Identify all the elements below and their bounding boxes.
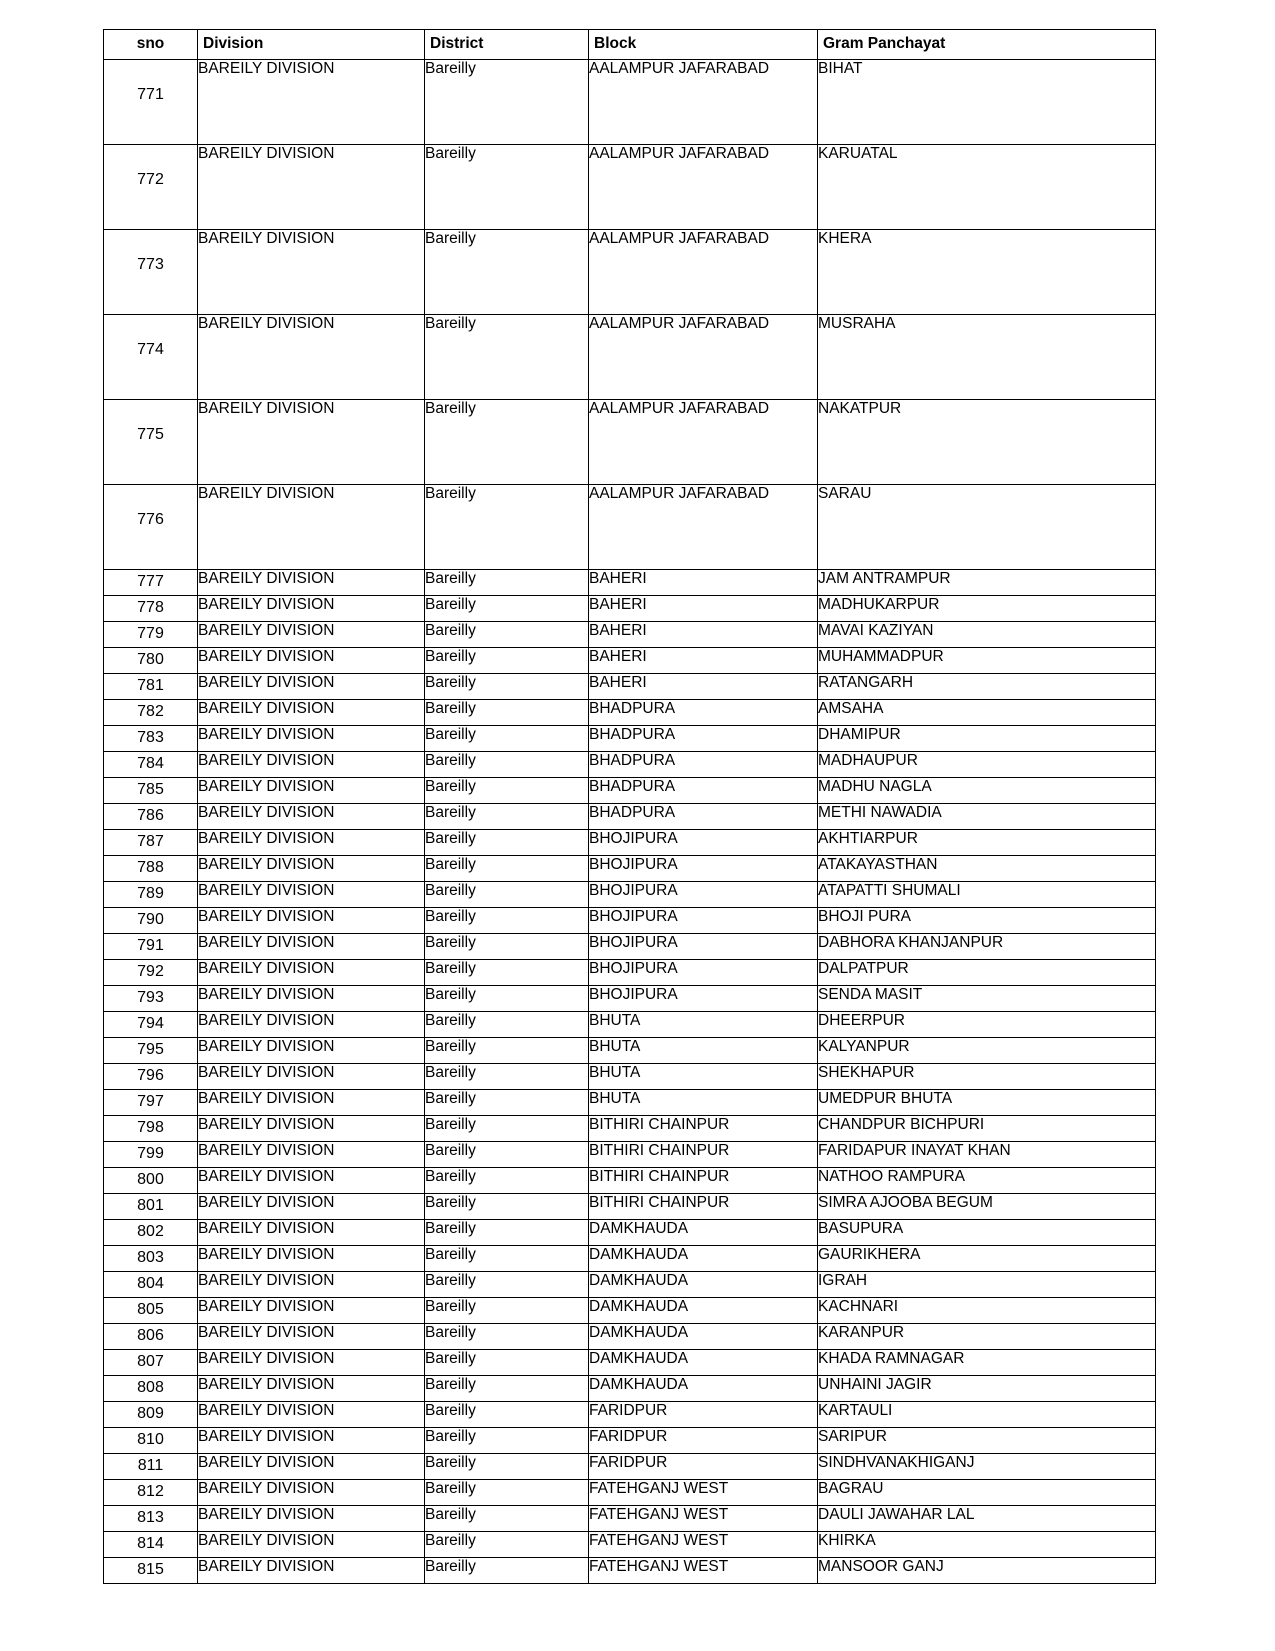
cell-division: BAREILY DIVISION: [198, 485, 425, 570]
cell-block: FATEHGANJ WEST: [589, 1480, 818, 1506]
cell-district: Bareilly: [425, 622, 589, 648]
cell-sno: 777: [104, 570, 198, 596]
cell-district: Bareilly: [425, 1532, 589, 1558]
cell-district: Bareilly: [425, 1298, 589, 1324]
cell-district: Bareilly: [425, 1116, 589, 1142]
cell-gram-panchayat: ATAKAYASTHAN: [818, 856, 1156, 882]
cell-sno: 800: [104, 1168, 198, 1194]
cell-division: BAREILY DIVISION: [198, 1116, 425, 1142]
cell-division: BAREILY DIVISION: [198, 1428, 425, 1454]
cell-district: Bareilly: [425, 60, 589, 145]
cell-division: BAREILY DIVISION: [198, 1402, 425, 1428]
cell-division: BAREILY DIVISION: [198, 1506, 425, 1532]
cell-block: FARIDPUR: [589, 1402, 818, 1428]
cell-division: BAREILY DIVISION: [198, 1324, 425, 1350]
cell-division: BAREILY DIVISION: [198, 1350, 425, 1376]
cell-gram-panchayat: DHAMIPUR: [818, 726, 1156, 752]
table-row: [104, 1454, 1156, 1480]
cell-block: BHADPURA: [589, 778, 818, 804]
cell-sno: 793: [104, 986, 198, 1012]
cell-sno: 791: [104, 934, 198, 960]
cell-sno: 802: [104, 1220, 198, 1246]
cell-sno: 774: [104, 315, 198, 400]
cell-block: AALAMPUR JAFARABAD: [589, 315, 818, 400]
cell-gram-panchayat: AMSAHA: [818, 700, 1156, 726]
cell-gram-panchayat: NATHOO RAMPURA: [818, 1168, 1156, 1194]
cell-block: AALAMPUR JAFARABAD: [589, 485, 818, 570]
cell-division: BAREILY DIVISION: [198, 700, 425, 726]
table-row: [104, 1532, 1156, 1558]
cell-district: Bareilly: [425, 830, 589, 856]
table-row: [104, 1506, 1156, 1532]
cell-district: Bareilly: [425, 315, 589, 400]
cell-division: BAREILY DIVISION: [198, 648, 425, 674]
cell-gram-panchayat: ATAPATTI SHUMALI: [818, 882, 1156, 908]
cell-block: BAHERI: [589, 596, 818, 622]
cell-division: BAREILY DIVISION: [198, 1480, 425, 1506]
table-row: [104, 986, 1156, 1012]
cell-sno: 796: [104, 1064, 198, 1090]
cell-gram-panchayat: MADHAUPUR: [818, 752, 1156, 778]
cell-district: Bareilly: [425, 934, 589, 960]
cell-district: Bareilly: [425, 882, 589, 908]
cell-block: BHOJIPURA: [589, 934, 818, 960]
cell-district: Bareilly: [425, 674, 589, 700]
cell-block: FARIDPUR: [589, 1454, 818, 1480]
cell-gram-panchayat: NAKATPUR: [818, 400, 1156, 485]
cell-sno: 781: [104, 674, 198, 700]
cell-sno: 798: [104, 1116, 198, 1142]
cell-district: Bareilly: [425, 1506, 589, 1532]
cell-sno: 785: [104, 778, 198, 804]
table-row: [104, 596, 1156, 622]
cell-sno: 783: [104, 726, 198, 752]
table-row: [104, 1246, 1156, 1272]
table-row: [104, 804, 1156, 830]
cell-division: BAREILY DIVISION: [198, 1142, 425, 1168]
table-row: [104, 1428, 1156, 1454]
table-row: [104, 830, 1156, 856]
cell-sno: 815: [104, 1558, 198, 1584]
column-header-gram-panchayat: Gram Panchayat: [818, 30, 1156, 60]
cell-block: BHADPURA: [589, 804, 818, 830]
cell-division: BAREILY DIVISION: [198, 1532, 425, 1558]
cell-district: Bareilly: [425, 1220, 589, 1246]
cell-gram-panchayat: MAVAI KAZIYAN: [818, 622, 1156, 648]
column-header-division: Division: [198, 30, 425, 60]
cell-gram-panchayat: KACHNARI: [818, 1298, 1156, 1324]
table-row: [104, 726, 1156, 752]
cell-division: BAREILY DIVISION: [198, 1090, 425, 1116]
table-row: [104, 1402, 1156, 1428]
cell-division: BAREILY DIVISION: [198, 145, 425, 230]
table-row: [104, 145, 1156, 230]
cell-division: BAREILY DIVISION: [198, 315, 425, 400]
cell-sno: 772: [104, 145, 198, 230]
cell-division: BAREILY DIVISION: [198, 934, 425, 960]
cell-sno: 775: [104, 400, 198, 485]
table-row: [104, 622, 1156, 648]
table-row: [104, 485, 1156, 570]
table-row: [104, 1480, 1156, 1506]
table-row: [104, 882, 1156, 908]
table-row: [104, 1038, 1156, 1064]
cell-division: BAREILY DIVISION: [198, 726, 425, 752]
cell-sno: 776: [104, 485, 198, 570]
table-row: [104, 960, 1156, 986]
cell-division: BAREILY DIVISION: [198, 908, 425, 934]
cell-gram-panchayat: IGRAH: [818, 1272, 1156, 1298]
cell-division: BAREILY DIVISION: [198, 230, 425, 315]
cell-gram-panchayat: MADHU NAGLA: [818, 778, 1156, 804]
cell-block: FATEHGANJ WEST: [589, 1532, 818, 1558]
cell-division: BAREILY DIVISION: [198, 1246, 425, 1272]
cell-block: BHADPURA: [589, 700, 818, 726]
cell-block: BITHIRI CHAINPUR: [589, 1194, 818, 1220]
cell-gram-panchayat: CHANDPUR BICHPURI: [818, 1116, 1156, 1142]
column-header-block: Block: [589, 30, 818, 60]
cell-gram-panchayat: SENDA MASIT: [818, 986, 1156, 1012]
cell-sno: 813: [104, 1506, 198, 1532]
table-row: [104, 1558, 1156, 1584]
cell-district: Bareilly: [425, 700, 589, 726]
cell-sno: 787: [104, 830, 198, 856]
cell-division: BAREILY DIVISION: [198, 1038, 425, 1064]
cell-sno: 789: [104, 882, 198, 908]
cell-gram-panchayat: KARTAULI: [818, 1402, 1156, 1428]
cell-gram-panchayat: SHEKHAPUR: [818, 1064, 1156, 1090]
cell-district: Bareilly: [425, 1064, 589, 1090]
cell-gram-panchayat: UNHAINI JAGIR: [818, 1376, 1156, 1402]
cell-block: BHUTA: [589, 1038, 818, 1064]
cell-district: Bareilly: [425, 1272, 589, 1298]
table-row: [104, 1298, 1156, 1324]
cell-gram-panchayat: BAGRAU: [818, 1480, 1156, 1506]
cell-gram-panchayat: KALYANPUR: [818, 1038, 1156, 1064]
cell-sno: 810: [104, 1428, 198, 1454]
cell-sno: 801: [104, 1194, 198, 1220]
cell-gram-panchayat: MUHAMMADPUR: [818, 648, 1156, 674]
cell-sno: 807: [104, 1350, 198, 1376]
cell-sno: 795: [104, 1038, 198, 1064]
cell-block: FARIDPUR: [589, 1428, 818, 1454]
cell-division: BAREILY DIVISION: [198, 804, 425, 830]
cell-block: DAMKHAUDA: [589, 1272, 818, 1298]
cell-block: FATEHGANJ WEST: [589, 1506, 818, 1532]
cell-district: Bareilly: [425, 1246, 589, 1272]
cell-block: BAHERI: [589, 674, 818, 700]
cell-gram-panchayat: AKHTIARPUR: [818, 830, 1156, 856]
table-row: [104, 1012, 1156, 1038]
cell-sno: 812: [104, 1480, 198, 1506]
cell-block: BAHERI: [589, 622, 818, 648]
cell-sno: 790: [104, 908, 198, 934]
cell-sno: 804: [104, 1272, 198, 1298]
cell-district: Bareilly: [425, 1142, 589, 1168]
cell-division: BAREILY DIVISION: [198, 752, 425, 778]
cell-sno: 792: [104, 960, 198, 986]
cell-gram-panchayat: GAURIKHERA: [818, 1246, 1156, 1272]
table-body: [104, 60, 1156, 1584]
cell-division: BAREILY DIVISION: [198, 1220, 425, 1246]
cell-block: DAMKHAUDA: [589, 1298, 818, 1324]
cell-gram-panchayat: DHEERPUR: [818, 1012, 1156, 1038]
cell-gram-panchayat: DALPATPUR: [818, 960, 1156, 986]
cell-division: BAREILY DIVISION: [198, 1298, 425, 1324]
table-row: [104, 60, 1156, 145]
cell-district: Bareilly: [425, 752, 589, 778]
cell-gram-panchayat: KARANPUR: [818, 1324, 1156, 1350]
table-row: [104, 752, 1156, 778]
cell-block: BHADPURA: [589, 752, 818, 778]
table-row: [104, 856, 1156, 882]
table-row: [104, 674, 1156, 700]
cell-sno: 797: [104, 1090, 198, 1116]
cell-gram-panchayat: DAULI JAWAHAR LAL: [818, 1506, 1156, 1532]
cell-sno: 786: [104, 804, 198, 830]
table-header: [104, 30, 1156, 60]
cell-sno: 806: [104, 1324, 198, 1350]
cell-gram-panchayat: MANSOOR GANJ: [818, 1558, 1156, 1584]
cell-district: Bareilly: [425, 1168, 589, 1194]
cell-block: BITHIRI CHAINPUR: [589, 1116, 818, 1142]
table-row: [104, 1350, 1156, 1376]
table-row: [104, 1376, 1156, 1402]
cell-sno: 805: [104, 1298, 198, 1324]
cell-sno: 811: [104, 1454, 198, 1480]
cell-block: BAHERI: [589, 570, 818, 596]
cell-division: BAREILY DIVISION: [198, 622, 425, 648]
cell-gram-panchayat: BHOJI PURA: [818, 908, 1156, 934]
table-row: [104, 570, 1156, 596]
cell-division: BAREILY DIVISION: [198, 1454, 425, 1480]
table-row: [104, 1194, 1156, 1220]
cell-district: Bareilly: [425, 1194, 589, 1220]
cell-block: BHOJIPURA: [589, 986, 818, 1012]
cell-district: Bareilly: [425, 960, 589, 986]
cell-district: Bareilly: [425, 230, 589, 315]
cell-district: Bareilly: [425, 145, 589, 230]
cell-division: BAREILY DIVISION: [198, 856, 425, 882]
cell-block: BAHERI: [589, 648, 818, 674]
table-row: [104, 1220, 1156, 1246]
cell-district: Bareilly: [425, 1454, 589, 1480]
cell-district: Bareilly: [425, 1402, 589, 1428]
table-row: [104, 778, 1156, 804]
table-row: [104, 400, 1156, 485]
table-row: [104, 1168, 1156, 1194]
cell-gram-panchayat: KARUATAL: [818, 145, 1156, 230]
cell-gram-panchayat: RATANGARH: [818, 674, 1156, 700]
table-row: [104, 1272, 1156, 1298]
cell-gram-panchayat: JAM ANTRAMPUR: [818, 570, 1156, 596]
cell-district: Bareilly: [425, 1012, 589, 1038]
cell-district: Bareilly: [425, 1376, 589, 1402]
cell-gram-panchayat: SINDHVANAKHIGANJ: [818, 1454, 1156, 1480]
cell-district: Bareilly: [425, 856, 589, 882]
cell-gram-panchayat: KHERA: [818, 230, 1156, 315]
cell-district: Bareilly: [425, 400, 589, 485]
cell-division: BAREILY DIVISION: [198, 1376, 425, 1402]
table-row: [104, 700, 1156, 726]
cell-division: BAREILY DIVISION: [198, 60, 425, 145]
cell-division: BAREILY DIVISION: [198, 674, 425, 700]
cell-block: BHADPURA: [589, 726, 818, 752]
table-row: [104, 315, 1156, 400]
cell-block: BHOJIPURA: [589, 856, 818, 882]
cell-district: Bareilly: [425, 778, 589, 804]
cell-sno: 814: [104, 1532, 198, 1558]
cell-block: DAMKHAUDA: [589, 1324, 818, 1350]
table-row: [104, 1142, 1156, 1168]
table-header-row: [104, 30, 1156, 60]
cell-division: BAREILY DIVISION: [198, 960, 425, 986]
table-row: [104, 1090, 1156, 1116]
cell-district: Bareilly: [425, 1558, 589, 1584]
cell-sno: 771: [104, 60, 198, 145]
cell-sno: 788: [104, 856, 198, 882]
cell-block: BITHIRI CHAINPUR: [589, 1142, 818, 1168]
cell-gram-panchayat: SARAU: [818, 485, 1156, 570]
cell-block: AALAMPUR JAFARABAD: [589, 230, 818, 315]
cell-sno: 799: [104, 1142, 198, 1168]
cell-sno: 794: [104, 1012, 198, 1038]
column-header-district: District: [425, 30, 589, 60]
cell-division: BAREILY DIVISION: [198, 1064, 425, 1090]
cell-district: Bareilly: [425, 1324, 589, 1350]
cell-district: Bareilly: [425, 1350, 589, 1376]
cell-district: Bareilly: [425, 570, 589, 596]
cell-division: BAREILY DIVISION: [198, 1194, 425, 1220]
cell-sno: 778: [104, 596, 198, 622]
cell-sno: 808: [104, 1376, 198, 1402]
cell-division: BAREILY DIVISION: [198, 1012, 425, 1038]
cell-sno: 782: [104, 700, 198, 726]
cell-division: BAREILY DIVISION: [198, 1558, 425, 1584]
cell-district: Bareilly: [425, 1480, 589, 1506]
table-row: [104, 1064, 1156, 1090]
cell-division: BAREILY DIVISION: [198, 1272, 425, 1298]
table-row: [104, 908, 1156, 934]
cell-gram-panchayat: UMEDPUR BHUTA: [818, 1090, 1156, 1116]
cell-district: Bareilly: [425, 726, 589, 752]
cell-gram-panchayat: METHI NAWADIA: [818, 804, 1156, 830]
cell-division: BAREILY DIVISION: [198, 400, 425, 485]
cell-division: BAREILY DIVISION: [198, 778, 425, 804]
cell-division: BAREILY DIVISION: [198, 1168, 425, 1194]
cell-block: BHOJIPURA: [589, 830, 818, 856]
column-header-sno: sno: [104, 30, 198, 60]
cell-gram-panchayat: BIHAT: [818, 60, 1156, 145]
table-row: [104, 1116, 1156, 1142]
cell-division: BAREILY DIVISION: [198, 596, 425, 622]
cell-block: BHOJIPURA: [589, 908, 818, 934]
cell-block: AALAMPUR JAFARABAD: [589, 400, 818, 485]
cell-district: Bareilly: [425, 804, 589, 830]
cell-district: Bareilly: [425, 1428, 589, 1454]
cell-division: BAREILY DIVISION: [198, 830, 425, 856]
table-row: [104, 1324, 1156, 1350]
cell-district: Bareilly: [425, 648, 589, 674]
cell-sno: 780: [104, 648, 198, 674]
cell-sno: 803: [104, 1246, 198, 1272]
cell-block: BHUTA: [589, 1090, 818, 1116]
cell-block: AALAMPUR JAFARABAD: [589, 145, 818, 230]
cell-gram-panchayat: BASUPURA: [818, 1220, 1156, 1246]
cell-block: DAMKHAUDA: [589, 1220, 818, 1246]
cell-block: BITHIRI CHAINPUR: [589, 1168, 818, 1194]
table-row: [104, 648, 1156, 674]
cell-district: Bareilly: [425, 1090, 589, 1116]
cell-gram-panchayat: SARIPUR: [818, 1428, 1156, 1454]
cell-district: Bareilly: [425, 908, 589, 934]
cell-gram-panchayat: DABHORA KHANJANPUR: [818, 934, 1156, 960]
cell-gram-panchayat: KHIRKA: [818, 1532, 1156, 1558]
cell-block: BHUTA: [589, 1012, 818, 1038]
cell-block: DAMKHAUDA: [589, 1376, 818, 1402]
cell-sno: 773: [104, 230, 198, 315]
cell-gram-panchayat: KHADA RAMNAGAR: [818, 1350, 1156, 1376]
cell-block: BHOJIPURA: [589, 960, 818, 986]
cell-block: BHOJIPURA: [589, 882, 818, 908]
cell-sno: 784: [104, 752, 198, 778]
cell-sno: 779: [104, 622, 198, 648]
cell-district: Bareilly: [425, 1038, 589, 1064]
cell-gram-panchayat: FARIDAPUR INAYAT KHAN: [818, 1142, 1156, 1168]
cell-block: AALAMPUR JAFARABAD: [589, 60, 818, 145]
cell-block: DAMKHAUDA: [589, 1246, 818, 1272]
cell-block: BHUTA: [589, 1064, 818, 1090]
table-row: [104, 230, 1156, 315]
cell-block: FATEHGANJ WEST: [589, 1558, 818, 1584]
cell-sno: 809: [104, 1402, 198, 1428]
cell-division: BAREILY DIVISION: [198, 986, 425, 1012]
cell-district: Bareilly: [425, 485, 589, 570]
gram-panchayat-table: [103, 29, 1156, 1584]
table-row: [104, 934, 1156, 960]
cell-division: BAREILY DIVISION: [198, 882, 425, 908]
gram-panchayat-table-container: [103, 29, 1155, 1584]
cell-district: Bareilly: [425, 596, 589, 622]
cell-division: BAREILY DIVISION: [198, 570, 425, 596]
cell-district: Bareilly: [425, 986, 589, 1012]
cell-gram-panchayat: MUSRAHA: [818, 315, 1156, 400]
cell-gram-panchayat: SIMRA AJOOBA BEGUM: [818, 1194, 1156, 1220]
cell-block: DAMKHAUDA: [589, 1350, 818, 1376]
cell-gram-panchayat: MADHUKARPUR: [818, 596, 1156, 622]
